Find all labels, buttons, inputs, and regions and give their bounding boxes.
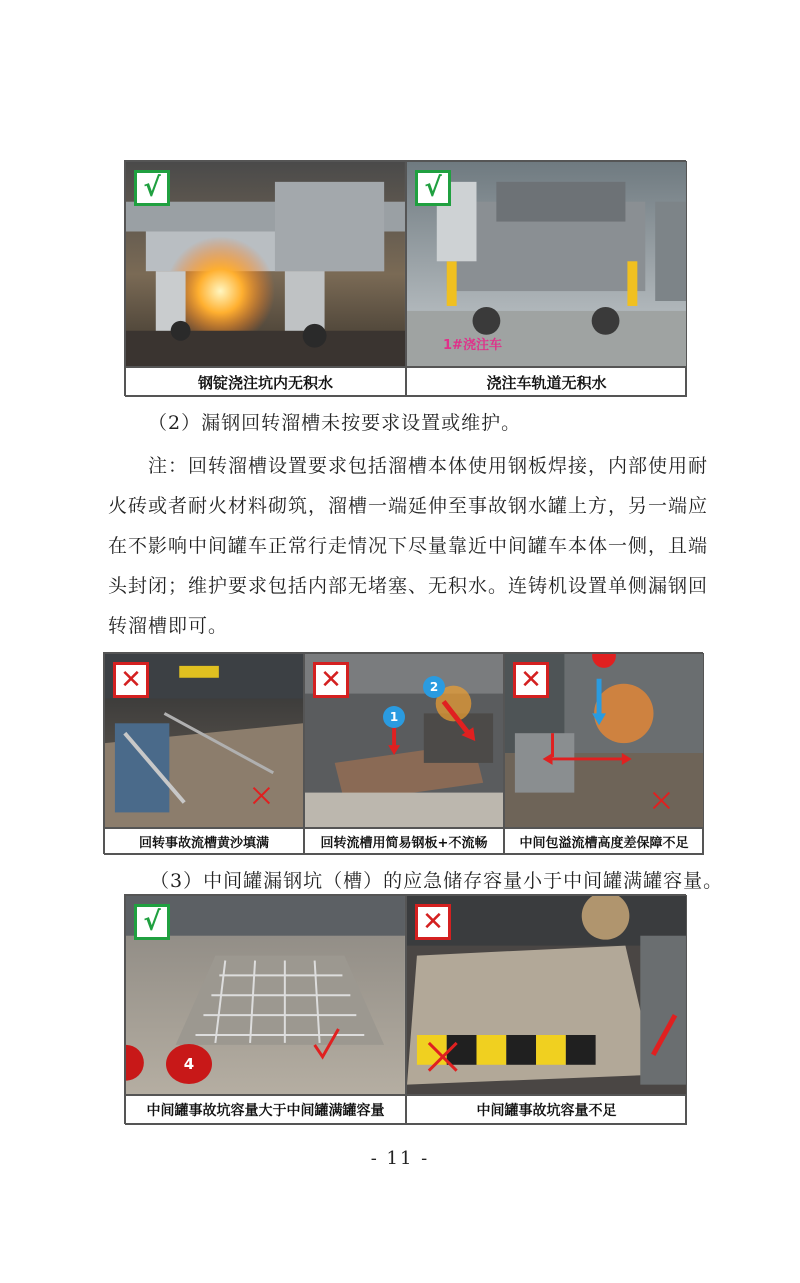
caption-sand-filled: 回转事故流槽黄沙填满 — [104, 828, 304, 855]
page-number: - 11 - — [370, 1148, 430, 1169]
photo-cell-sand-filled — [104, 653, 304, 828]
figure-tundish-pit — [124, 894, 686, 1124]
caption-pit-large: 中间罐事故坑容量大于中间罐满罐容量 — [125, 1095, 406, 1125]
section-2-note: 注：回转溜槽设置要求包括溜槽本体使用钢板焊接，内部使用耐火砖或者耐火材料砌筑，溜槽一端延伸至事故钢水罐上方，另一端应在不影响中间罐车正常行走情况下尽量靠近中间罐车本体一侧，且端头封闭；维护要求包括内部无堵塞、无积水。连铸机设置单侧漏钢回转溜槽即可。 — [108, 455, 709, 637]
caption-pit-small: 中间罐事故坑容量不足 — [406, 1095, 687, 1125]
photo-cell-simple-plate — [304, 653, 504, 828]
photo-cell-pit-large — [125, 895, 406, 1095]
caption-simple-plate: 回转流槽用简易钢板+不流畅 — [304, 828, 504, 855]
cross-mark-icon: ✕ — [113, 662, 149, 698]
figure-rotary-chute — [103, 652, 703, 854]
cross-mark-icon: ✕ — [313, 662, 349, 698]
cross-mark-icon: ✕ — [415, 904, 451, 940]
section-2-heading: （2）漏钢回转溜槽未按要求设置或维护。 — [148, 412, 522, 434]
caption-ingot-pit: 钢锭浇注坑内无积水 — [125, 367, 406, 397]
photo-cell-pit-small — [406, 895, 687, 1095]
check-mark-icon: √ — [134, 170, 170, 206]
casting-car-label: 1#浇注车 — [443, 338, 502, 353]
section-3-heading: （3）中间罐漏钢坑（槽）的应急储存容量小于中间罐满罐容量。 — [150, 870, 724, 892]
marker-2: 2 — [423, 676, 445, 698]
check-mark-icon: √ — [134, 904, 170, 940]
caption-overflow-chute: 中间包溢流槽高度差保障不足 — [504, 828, 704, 855]
photo-cell-overflow-chute — [504, 653, 704, 828]
check-mark-icon: √ — [415, 170, 451, 206]
caption-car-track: 浇注车轨道无积水 — [406, 367, 687, 397]
marker-1: 1 — [383, 706, 405, 728]
cross-mark-icon: ✕ — [513, 662, 549, 698]
photo-cell-car-track — [406, 161, 687, 367]
photo-cell-ingot-pit — [125, 161, 406, 367]
figure-casting-pit — [124, 160, 686, 396]
marker-4: 4 — [166, 1044, 212, 1084]
